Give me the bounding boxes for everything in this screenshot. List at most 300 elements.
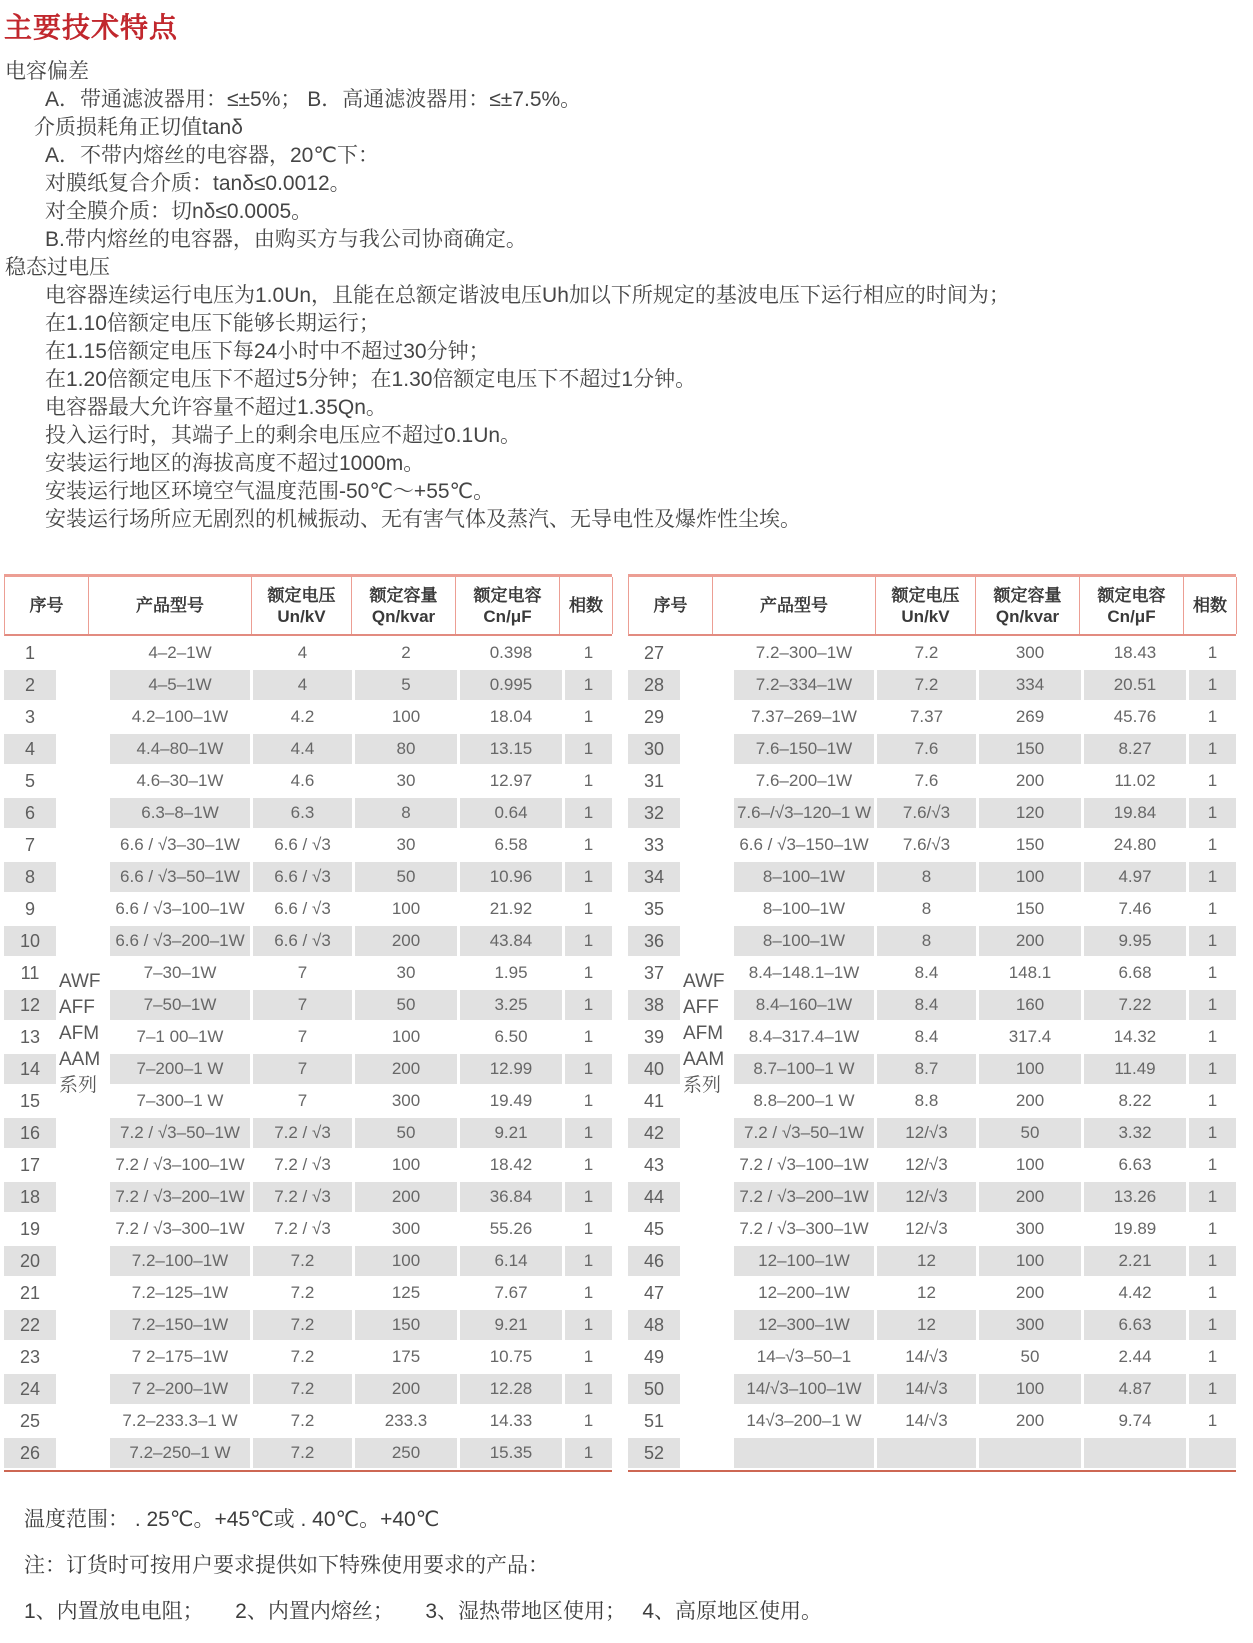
- cell-voltage: 14/√3: [877, 1374, 976, 1404]
- cell-model: 7.2–100–1W: [110, 1246, 250, 1276]
- cell-voltage: 8: [877, 926, 976, 956]
- cell-voltage: 7.2: [253, 1246, 352, 1276]
- cell-seq: 19: [19, 1218, 41, 1239]
- cell-seq: 16: [4, 1118, 56, 1148]
- cell-voltage: 8.7: [877, 1054, 976, 1084]
- note-line: 温度范围： . 25℃。+45℃或 . 40℃。+40℃: [24, 1508, 440, 1531]
- cell-phases: 1: [583, 1091, 594, 1110]
- series-line-label: 系列: [683, 1075, 722, 1096]
- cell-model: 14√3–200–1 W: [746, 1411, 862, 1430]
- cell-capacity: 100: [355, 1246, 457, 1276]
- cell-seq: 15: [19, 1090, 41, 1111]
- cell-seq: 50: [628, 1374, 680, 1404]
- header-model-label: 产品型号: [760, 596, 828, 615]
- intro-line: 安装运行地区环境空气温度范围-50℃～+55℃。: [45, 480, 495, 503]
- intro-section: [4, 58, 1253, 534]
- cell-phases: 1: [1189, 926, 1236, 956]
- cell-seq: 20: [4, 1246, 56, 1276]
- cell-capacitance: 19.89: [1113, 1219, 1157, 1238]
- cell-capacity: 200: [979, 926, 1081, 956]
- intro-line: A．带通滤波器用：≤±5%； B．高通滤波器用：≤±7.5%。: [45, 88, 582, 111]
- cell-model: 7–50–1W: [110, 990, 250, 1020]
- cell-voltage: 14/√3: [905, 1347, 948, 1366]
- cell-capacity: 269: [1015, 707, 1045, 726]
- cell-voltage: 8.4: [877, 990, 976, 1020]
- cell-model: 7.2–250–1 W: [110, 1438, 250, 1468]
- cell-capacity: 200: [979, 1182, 1081, 1212]
- cell-capacitance: 6.63: [1084, 1310, 1186, 1340]
- cell-phases: 1: [1207, 707, 1218, 726]
- cell-model: 7.2–334–1W: [734, 670, 874, 700]
- cell-seq: 9: [24, 898, 35, 919]
- cell-phases: 1: [1207, 1411, 1218, 1430]
- cell-seq: 47: [643, 1282, 665, 1303]
- series-line-label: 系列: [59, 1075, 98, 1096]
- header-voltage: [876, 577, 976, 634]
- cell-phases: 1: [1189, 862, 1236, 892]
- cell-seq: 24: [4, 1374, 56, 1404]
- header-seq: [629, 577, 713, 634]
- cell-seq: 11: [20, 962, 40, 983]
- cell-model: 7.2 / √3–200–1W: [734, 1182, 874, 1212]
- cell-model: 4.2–100–1W: [131, 707, 229, 726]
- cell-model: 6.6 / √3–150–1W: [739, 835, 869, 854]
- cell-capacity: 200: [355, 1054, 457, 1084]
- cell-seq: 38: [628, 990, 680, 1020]
- cell-model: 8.4–317.4–1W: [748, 1027, 860, 1046]
- cell-seq: 2: [4, 670, 56, 700]
- header-capacitance: [1080, 577, 1184, 634]
- note-line: 1、内置放电电阻； 2、内置内熔丝； 3、湿热带地区使用； 4、高原地区使用。: [24, 1600, 823, 1623]
- cell-capacitance: 8.27: [1084, 734, 1186, 764]
- header-capacitance-name: 额定电容: [1097, 585, 1166, 605]
- cell-capacity: 50: [355, 862, 457, 892]
- cell-seq: 51: [643, 1410, 665, 1431]
- cell-seq: 17: [19, 1154, 41, 1175]
- cell-capacitance: 9.21: [460, 1310, 562, 1340]
- cell-model: 7.2–125–1W: [131, 1283, 229, 1302]
- cell-phases: 1: [565, 1182, 612, 1212]
- cell-model: 7.6–200–1W: [755, 771, 853, 790]
- series-line-label: AFF: [683, 997, 719, 1018]
- cell-model: 7 2–200–1W: [110, 1374, 250, 1404]
- cell-capacity: 150: [979, 734, 1081, 764]
- table-body-left: [4, 638, 612, 1472]
- cell-capacitance: 13.26: [1084, 1182, 1186, 1212]
- cell-model: 7.2 / √3–300–1W: [115, 1219, 245, 1238]
- header-voltage-name: 额定电压: [891, 585, 960, 605]
- header-voltage-unit: Un/kV: [277, 606, 326, 626]
- cell-capacity: 100: [979, 1246, 1081, 1276]
- cell-voltage: 7.2 / √3: [274, 1155, 331, 1174]
- cell-phases: 1: [583, 963, 594, 982]
- intro-line: B.带内熔丝的电容器，由购买方与我公司协商确定。: [45, 228, 527, 251]
- cell-capacitance: 10.75: [489, 1347, 533, 1366]
- cell-model: 7.2 / √3–300–1W: [739, 1219, 869, 1238]
- cell-capacitance: 9.95: [1084, 926, 1186, 956]
- header-capacity: [352, 577, 456, 634]
- table-header-left: [4, 574, 612, 636]
- cell-voltage: 7.2: [290, 1347, 315, 1366]
- cell-capacitance: 2.21: [1084, 1246, 1186, 1276]
- cell-voltage: 7.2: [914, 643, 939, 662]
- cell-phases: 1: [565, 670, 612, 700]
- cell-phases: 1: [583, 1411, 594, 1430]
- cell-capacitance: 14.33: [489, 1411, 533, 1430]
- cell-phases: 1: [565, 862, 612, 892]
- cell-phases: 1: [583, 771, 594, 790]
- cell-phases: 1: [1189, 670, 1236, 700]
- cell-capacity: 200: [1015, 1091, 1045, 1110]
- cell-phases: 1: [565, 798, 612, 828]
- cell-seq: 49: [643, 1346, 665, 1367]
- header-phases-label: 相数: [569, 596, 603, 615]
- cell-capacity: 100: [979, 1054, 1081, 1084]
- cell-capacitance: 43.84: [460, 926, 562, 956]
- cell-seq: 23: [19, 1346, 41, 1367]
- cell-capacitance: [1084, 1438, 1186, 1468]
- cell-capacitance: 3.32: [1084, 1118, 1186, 1148]
- cell-capacity: 300: [391, 1091, 421, 1110]
- cell-phases: 1: [1207, 963, 1218, 982]
- cell-capacitance: 6.50: [494, 1027, 528, 1046]
- series-line-label: AWF: [59, 971, 101, 992]
- intro-line: 电容偏差: [5, 60, 89, 83]
- cell-capacitance: 8.22: [1118, 1091, 1152, 1110]
- cell-seq: 43: [643, 1154, 665, 1175]
- cell-phases: 1: [1207, 899, 1218, 918]
- cell-capacity: 100: [1015, 1155, 1045, 1174]
- cell-voltage: 12/√3: [905, 1219, 948, 1238]
- cell-capacitance: 18.43: [1113, 643, 1157, 662]
- cell-capacitance: 10.96: [460, 862, 562, 892]
- cell-seq: 27: [643, 642, 665, 663]
- cell-voltage: 8: [921, 899, 932, 918]
- cell-phases: 1: [565, 1246, 612, 1276]
- cell-phases: 1: [565, 1054, 612, 1084]
- cell-voltage: 4.2: [290, 707, 315, 726]
- header-seq: [5, 577, 89, 634]
- header-model-label: 产品型号: [136, 596, 204, 615]
- cell-capacity: 148.1: [1008, 963, 1052, 982]
- cell-seq: 22: [4, 1310, 56, 1340]
- cell-model: 12–300–1W: [734, 1310, 874, 1340]
- cell-capacity: 100: [391, 707, 421, 726]
- note-line: 注：订货时可按用户要求提供如下特殊使用要求的产品：: [24, 1554, 549, 1577]
- cell-capacitance: 19.84: [1084, 798, 1186, 828]
- cell-capacity: [979, 1438, 1081, 1468]
- header-seq-label: 序号: [29, 596, 64, 615]
- header-voltage-name: 额定电压: [267, 585, 336, 605]
- cell-phases: 1: [565, 1438, 612, 1468]
- cell-seq: 33: [643, 834, 665, 855]
- cell-capacity: 250: [355, 1438, 457, 1468]
- cell-capacitance: 2.44: [1118, 1347, 1152, 1366]
- cell-model: 7.2–233.3–1 W: [122, 1411, 238, 1430]
- cell-capacity: 120: [979, 798, 1081, 828]
- cell-model: 8.8–200–1 W: [753, 1091, 855, 1110]
- cell-phases: 1: [583, 1219, 594, 1238]
- cell-capacity: 2: [401, 643, 411, 662]
- series-line-label: AAM: [683, 1049, 725, 1070]
- header-capacity-name: 额定容量: [993, 585, 1062, 605]
- cell-capacitance: 9.21: [460, 1118, 562, 1148]
- cell-capacity: 200: [1015, 1411, 1045, 1430]
- cell-model: 7.2–300–1W: [755, 643, 853, 662]
- cell-voltage: 12/√3: [877, 1182, 976, 1212]
- cell-voltage: 6.6 / √3: [274, 835, 331, 854]
- cell-capacitance: 3.25: [460, 990, 562, 1020]
- cell-capacity: 150: [355, 1310, 457, 1340]
- cell-capacity: 300: [391, 1219, 421, 1238]
- series-line-label: AAM: [59, 1049, 101, 1070]
- cell-capacitance: 20.51: [1084, 670, 1186, 700]
- cell-model: 8.4–148.1–1W: [748, 963, 860, 982]
- cell-phases: 1: [583, 707, 594, 726]
- cell-voltage: 12: [877, 1310, 976, 1340]
- cell-voltage: 4.6: [290, 771, 315, 790]
- cell-seq: 10: [4, 926, 56, 956]
- cell-phases: 1: [583, 1283, 594, 1302]
- cell-seq: 39: [643, 1026, 665, 1047]
- cell-seq: 25: [19, 1410, 41, 1431]
- cell-seq: 5: [24, 770, 35, 791]
- cell-phases: 1: [1189, 990, 1236, 1020]
- cell-capacity: 160: [979, 990, 1081, 1020]
- series-label: [683, 969, 731, 1099]
- cell-seq: 28: [628, 670, 680, 700]
- header-phases-label: 相数: [1193, 596, 1227, 615]
- cell-seq: 21: [19, 1282, 41, 1303]
- intro-line: 对全膜介质：切nδ≤0.0005。: [45, 200, 313, 223]
- cell-seq: 42: [628, 1118, 680, 1148]
- cell-seq: 14: [4, 1054, 56, 1084]
- cell-voltage: 7.2: [253, 1438, 352, 1468]
- cell-voltage: [877, 1438, 976, 1468]
- cell-phases: [1189, 1438, 1236, 1468]
- intro-line: 在1.15倍额定电压下每24小时中不超过30分钟；: [45, 340, 490, 363]
- header-voltage: [252, 577, 352, 634]
- cell-capacity: 100: [391, 1027, 421, 1046]
- cell-capacity: 233.3: [384, 1411, 428, 1430]
- cell-model: 7 2–175–1W: [131, 1347, 229, 1366]
- cell-phases: 1: [1207, 1155, 1218, 1174]
- cell-seq: 32: [628, 798, 680, 828]
- cell-seq: 1: [24, 642, 35, 663]
- intro-line: 电容器最大允许容量不超过1.35Qn。: [45, 396, 387, 419]
- cell-phases: 1: [1189, 1054, 1236, 1084]
- intro-line: 介质损耗角正切值tanδ: [34, 116, 243, 139]
- cell-seq: 18: [4, 1182, 56, 1212]
- cell-seq: 36: [628, 926, 680, 956]
- cell-capacity: 150: [1015, 835, 1045, 854]
- cell-phases: 1: [1189, 1182, 1236, 1212]
- cell-capacitance: 7.22: [1084, 990, 1186, 1020]
- cell-model: 4.6–30–1W: [136, 771, 224, 790]
- cell-voltage: 7.2 / √3: [253, 1182, 352, 1212]
- cell-capacitance: 13.15: [460, 734, 562, 764]
- cell-voltage: 7: [253, 1054, 352, 1084]
- header-capacitance: [456, 577, 560, 634]
- cell-seq: 4: [4, 734, 56, 764]
- spec-tables: [4, 574, 1253, 1472]
- cell-voltage: 12/√3: [905, 1155, 948, 1174]
- cell-voltage: 7.6/√3: [902, 835, 951, 854]
- cell-voltage: 7: [297, 963, 308, 982]
- header-phases: [1184, 577, 1237, 634]
- header-model: [89, 577, 252, 634]
- cell-capacitance: 14.32: [1113, 1027, 1157, 1046]
- cell-capacitance: 4.42: [1118, 1283, 1152, 1302]
- header-capacity-unit: Qn/kvar: [371, 606, 436, 626]
- cell-phases: 1: [565, 990, 612, 1020]
- cell-model: 7–1 00–1W: [136, 1027, 224, 1046]
- cell-capacitance: 7.67: [494, 1283, 528, 1302]
- cell-seq: 13: [19, 1026, 41, 1047]
- cell-model: 7–30–1W: [143, 963, 217, 982]
- cell-capacitance: 45.76: [1113, 707, 1157, 726]
- cell-model: 7–300–1 W: [136, 1091, 224, 1110]
- page-title: 主要技术特点: [4, 12, 179, 43]
- cell-voltage: 7.6/√3: [877, 798, 976, 828]
- cell-voltage: 7.2: [253, 1374, 352, 1404]
- notes-section: [4, 1506, 1253, 1626]
- cell-capacity: 50: [355, 990, 457, 1020]
- cell-capacity: 8: [355, 798, 457, 828]
- cell-voltage: 8.8: [914, 1091, 939, 1110]
- cell-phases: 1: [1189, 734, 1236, 764]
- cell-seq: 12: [4, 990, 56, 1020]
- cell-capacitance: 6.58: [494, 835, 528, 854]
- cell-model: 7.2 / √3–200–1W: [110, 1182, 250, 1212]
- header-seq-label: 序号: [653, 596, 688, 615]
- cell-phases: 1: [565, 734, 612, 764]
- cell-capacity: 175: [391, 1347, 421, 1366]
- cell-seq: 8: [4, 862, 56, 892]
- cell-model: 7.2 / √3–50–1W: [734, 1118, 874, 1148]
- cell-capacitance: 12.97: [489, 771, 533, 790]
- cell-phases: 1: [583, 1347, 594, 1366]
- cell-phases: 1: [1207, 1347, 1218, 1366]
- cell-model: 8–100–1W: [762, 899, 846, 918]
- cell-voltage: 4: [297, 643, 308, 662]
- cell-model: 12–100–1W: [734, 1246, 874, 1276]
- cell-capacity: 100: [979, 1374, 1081, 1404]
- cell-phases: 1: [1207, 1283, 1218, 1302]
- cell-seq: 41: [643, 1090, 665, 1111]
- cell-seq: 46: [628, 1246, 680, 1276]
- cell-capacity: 200: [355, 1374, 457, 1404]
- cell-phases: 1: [1207, 771, 1218, 790]
- cell-phases: 1: [565, 1310, 612, 1340]
- cell-model: 6.6 / √3–200–1W: [110, 926, 250, 956]
- cell-voltage: 7.2 / √3: [253, 1118, 352, 1148]
- intro-line: 在1.20倍额定电压下不超过5分钟；在1.30倍额定电压下不超过1分钟。: [45, 368, 697, 391]
- cell-voltage: 7.6: [877, 734, 976, 764]
- cell-model: 7.2 / √3–100–1W: [739, 1155, 869, 1174]
- cell-capacitance: 0.64: [460, 798, 562, 828]
- cell-capacity: 30: [396, 963, 416, 982]
- cell-capacitance: 9.74: [1118, 1411, 1152, 1430]
- cell-phases: 1: [1207, 1091, 1218, 1110]
- intro-line: A．不带内熔丝的电容器，20℃下：: [45, 144, 379, 167]
- cell-seq: 31: [643, 770, 665, 791]
- cell-capacity: 200: [355, 1182, 457, 1212]
- spec-table-left: [4, 574, 612, 1472]
- cell-seq: 37: [643, 962, 665, 983]
- cell-model: 4.4–80–1W: [110, 734, 250, 764]
- table-header-right: [628, 574, 1236, 636]
- cell-model: 14/√3–100–1W: [734, 1374, 874, 1404]
- cell-capacitance: 36.84: [460, 1182, 562, 1212]
- table-body-right: [628, 638, 1236, 1472]
- cell-voltage: 7.6: [914, 771, 939, 790]
- cell-capacity: 317.4: [1008, 1027, 1052, 1046]
- cell-capacitance: 1.95: [494, 963, 528, 982]
- cell-capacity: 200: [355, 926, 457, 956]
- cell-model: 6.3–8–1W: [110, 798, 250, 828]
- intro-line: 对膜纸复合介质：tanδ≤0.0012。: [45, 172, 351, 195]
- cell-model: 8–100–1W: [734, 926, 874, 956]
- cell-capacity: 125: [391, 1283, 421, 1302]
- cell-voltage: 7: [297, 1027, 308, 1046]
- cell-voltage: 7.2: [877, 670, 976, 700]
- cell-capacity: 300: [1015, 1219, 1045, 1238]
- cell-seq: 35: [643, 898, 665, 919]
- header-capacity: [976, 577, 1080, 634]
- cell-capacitance: 24.80: [1113, 835, 1157, 854]
- cell-capacitance: 55.26: [489, 1219, 533, 1238]
- cell-phases: 1: [565, 1374, 612, 1404]
- cell-capacity: 100: [391, 1155, 421, 1174]
- cell-phases: 1: [565, 1118, 612, 1148]
- cell-capacity: 50: [1020, 1347, 1040, 1366]
- header-capacitance-unit: Cn/μF: [483, 606, 532, 626]
- cell-capacitance: 0.398: [489, 643, 533, 662]
- cell-capacitance: 12.99: [460, 1054, 562, 1084]
- cell-model: 8.7–100–1 W: [734, 1054, 874, 1084]
- cell-voltage: 7: [253, 990, 352, 1020]
- cell-seq: 45: [643, 1218, 665, 1239]
- cell-model: 8–100–1W: [734, 862, 874, 892]
- cell-seq: 3: [24, 706, 35, 727]
- cell-capacitance: 21.92: [489, 899, 533, 918]
- cell-model: 7.2–150–1W: [110, 1310, 250, 1340]
- cell-voltage: 8: [877, 862, 976, 892]
- cell-voltage: 8.4: [914, 1027, 939, 1046]
- cell-capacity: 50: [979, 1118, 1081, 1148]
- cell-capacitance: 11.02: [1114, 771, 1156, 790]
- cell-capacitance: 12.28: [460, 1374, 562, 1404]
- cell-seq: 7: [24, 834, 35, 855]
- cell-model: [734, 1438, 874, 1468]
- series-label: [59, 969, 107, 1099]
- cell-phases: 1: [1207, 643, 1218, 662]
- cell-voltage: 6.6 / √3: [253, 862, 352, 892]
- cell-capacitance: 18.42: [489, 1155, 533, 1174]
- cell-capacitance: 4.87: [1084, 1374, 1186, 1404]
- cell-seq: 29: [643, 706, 665, 727]
- cell-capacity: 30: [396, 835, 416, 854]
- cell-capacity: 100: [391, 899, 421, 918]
- cell-seq: 48: [628, 1310, 680, 1340]
- cell-phases: 1: [1189, 1118, 1236, 1148]
- cell-capacitance: 11.49: [1084, 1054, 1186, 1084]
- cell-seq: 34: [628, 862, 680, 892]
- cell-capacitance: 4.97: [1084, 862, 1186, 892]
- cell-voltage: 4.4: [253, 734, 352, 764]
- cell-voltage: 7.2: [290, 1283, 315, 1302]
